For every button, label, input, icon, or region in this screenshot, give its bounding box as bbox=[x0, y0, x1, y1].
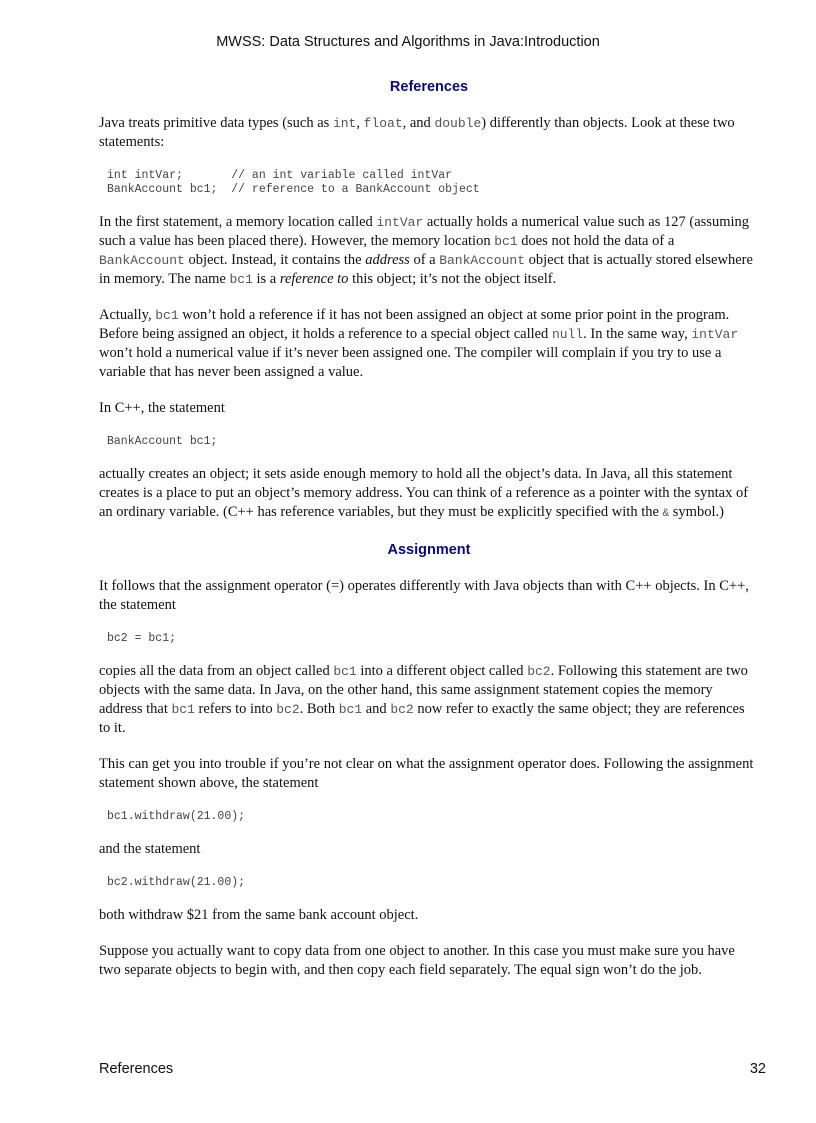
inline-code: bc1 bbox=[155, 308, 179, 323]
text: . Both bbox=[299, 701, 339, 717]
text: into a different object called bbox=[356, 663, 528, 679]
text: won’t hold a reference if it has not been assigned an object at some prior point in the program. Before being assigned an object, it holds a reference to a special object called bbox=[99, 307, 730, 342]
inline-code: bc1 bbox=[333, 664, 357, 679]
text: , bbox=[356, 115, 364, 131]
text: now refer to exactly the same object; they are references to it. bbox=[99, 701, 745, 736]
paragraph-trouble: This can get you into trouble if you’re not clear on what the assignment operator does. Following the assignment statement shown above, the statement bbox=[99, 756, 754, 791]
paragraph-creates-object bbox=[99, 465, 759, 524]
section-heading-assignment: Assignment bbox=[387, 542, 471, 558]
inline-code: double bbox=[434, 116, 482, 131]
code-line: int intVar; // an int variable called intVar bbox=[107, 169, 453, 182]
text: won’t hold a numerical value if it’s never been assigned one. The compiler will complain if you try to use a variable that has never been assigned a value. bbox=[99, 345, 722, 380]
inline-code: & bbox=[662, 508, 670, 520]
code-line: BankAccount bc1; // reference to a BankAccount object bbox=[107, 183, 480, 196]
inline-code: bc1 bbox=[229, 272, 253, 287]
code-block-withdraw-bc1 bbox=[107, 810, 759, 824]
section-heading-references: References bbox=[389, 79, 469, 95]
paragraph-null-reference bbox=[99, 306, 759, 382]
text: copies all the data from an object called bbox=[99, 663, 334, 679]
inline-code: float bbox=[363, 116, 403, 131]
inline-code: null bbox=[551, 327, 584, 342]
inline-code: bc2 bbox=[527, 664, 551, 679]
paragraph-assignment-operator: It follows that the assignment operator (=) operates differently with Java objects than with C++ objects. In C++, the statement bbox=[99, 578, 749, 613]
text: object. Instead, it contains the bbox=[184, 252, 366, 268]
inline-code: bc2 bbox=[390, 702, 414, 717]
inline-code: intVar bbox=[691, 327, 739, 342]
text: is a bbox=[252, 271, 280, 287]
code-block-withdraw-bc2 bbox=[107, 876, 759, 890]
code-block-cpp-declaration bbox=[107, 435, 759, 449]
text: . Following this statement are two objects with the same data. In Java, on the other hand, this same assignment statement copies the memory address that bbox=[99, 663, 748, 717]
code-line: bc1.withdraw(21.00); bbox=[107, 810, 246, 823]
running-header: MWSS: Data Structures and Algorithms in Java:Introduction bbox=[216, 34, 600, 50]
text: In the first statement, a memory location called bbox=[99, 214, 377, 230]
text: and bbox=[362, 701, 391, 717]
text: this object; it’s not the object itself. bbox=[348, 271, 557, 287]
text: actually creates an object; it sets aside enough memory to hold all the object’s data. In Java, all this statement creates is a place to put an object’s memory address. You can think of a reference as a pointer with the syntax of an ordinary variable. (C++ has reference variables, but they must be explicitly specified with the bbox=[99, 466, 749, 520]
text: ) differently than objects. Look at these two statements: bbox=[99, 115, 735, 150]
inline-code: bc1 bbox=[338, 702, 363, 717]
text: object that is actually stored elsewhere in memory. The name bbox=[99, 252, 753, 287]
code-line: bc2.withdraw(21.00); bbox=[107, 876, 246, 889]
text: of a bbox=[409, 252, 440, 268]
code-line: bc2 = bc1; bbox=[107, 632, 177, 645]
inline-code: bc1 bbox=[171, 702, 195, 717]
emphasis: reference to bbox=[279, 271, 349, 287]
text: refers to into bbox=[194, 701, 277, 717]
text: , and bbox=[402, 115, 435, 131]
inline-code: bc2 bbox=[276, 702, 300, 717]
paragraph-copy-fields: Suppose you actually want to copy data from one object to another. In this case you must make sure you have two separate objects to begin with, and then copy each field separately. The equal sign won’t do the job. bbox=[99, 943, 735, 978]
text: Java treats primitive data types (such as bbox=[99, 115, 333, 131]
paragraph-memory-location bbox=[99, 213, 759, 289]
text: does not hold the data of a bbox=[517, 233, 675, 249]
emphasis: address bbox=[365, 252, 410, 268]
paragraph-primitive-types bbox=[99, 114, 759, 152]
code-block-assignment bbox=[107, 632, 759, 646]
paragraph-both-withdraw: both withdraw $21 from the same bank account object. bbox=[99, 907, 419, 923]
inline-code: int bbox=[332, 116, 357, 131]
text: . In the same way, bbox=[583, 326, 692, 342]
paragraph-cpp-statement: In C++, the statement bbox=[99, 400, 225, 416]
code-line: BankAccount bc1; bbox=[107, 435, 218, 448]
footer-section-name: References bbox=[99, 1061, 174, 1077]
text: Actually, bbox=[99, 307, 156, 323]
paragraph-copies-data bbox=[99, 662, 759, 738]
inline-code: BankAccount bbox=[439, 253, 526, 268]
page-body bbox=[99, 78, 759, 997]
inline-code: BankAccount bbox=[99, 253, 185, 268]
page-number: 32 bbox=[749, 1061, 766, 1077]
paragraph-and-statement: and the statement bbox=[99, 841, 201, 857]
inline-code: intVar bbox=[376, 215, 424, 230]
text: actually holds a numerical value such as 127 (assuming such a value has been placed there). However, the memory location bbox=[99, 214, 749, 249]
text: symbol.) bbox=[669, 504, 724, 520]
code-block-declarations bbox=[107, 169, 759, 197]
inline-code: bc1 bbox=[494, 234, 518, 249]
